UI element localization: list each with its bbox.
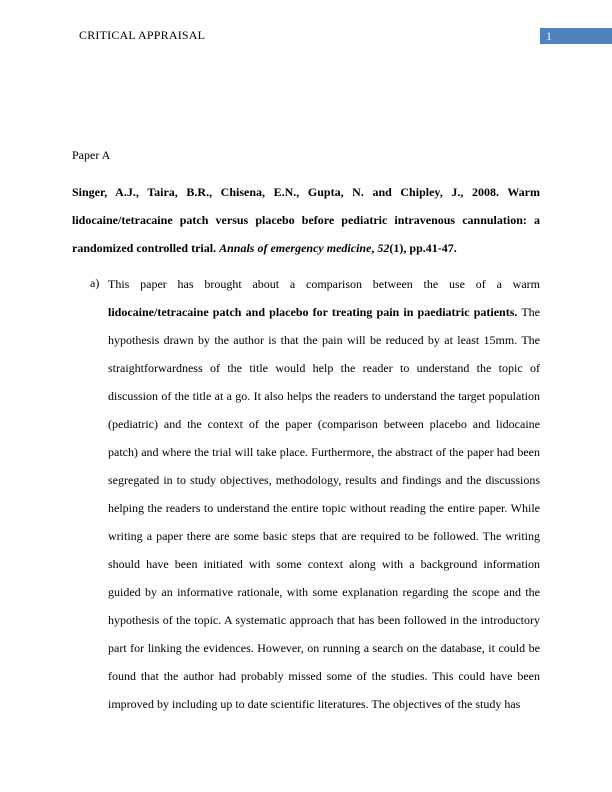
paragraph-bold-phrase: lidocaine/tetracaine patch and placebo for treating pain in paediatric patients. — [108, 305, 518, 319]
paragraph-intro: This paper has brought about a comparison between the use of a warm — [108, 277, 540, 291]
running-header-title: CRITICAL APPRAISAL — [79, 28, 206, 42]
list-item-marker: a) — [90, 276, 100, 290]
citation-authors-title: Singer, A.J., Taira, B.R., Chisena, E.N., Gupta, N. and Chipley, J., 2008. Warm lidocaine/tetracaine patch versus placebo before pediatric intravenous cannulation: a randomized controlled trial. — [72, 185, 540, 255]
citation-volume: 52 — [377, 241, 390, 255]
citation-separator: , — [371, 241, 378, 255]
citation-journal: Annals of emergency medicine — [219, 241, 372, 255]
citation-issue-pages: (1), pp.41-47. — [389, 241, 457, 255]
paragraph-body: The hypothesis drawn by the author is that the pain will be reduced by at least 15mm. The straightforwardness of the title would help the reader to understand the topic of discussion of the title at a go. It also helps the readers to understand the target population (pediatric) and the context of the paper (comparison between placebo and lidocaine patch) and where the trial will take place. Furthermore, the abstract of the paper had been segregated in to study objectives, methodology, results and findings and the discussions helping the readers to understand the entire topic without reading the entire paper. While writing a paper there are some basic steps that are required to be followed. The writing should have been initiated with some context along with a background information guided by an informative rationale, with some explanation regarding the scope and the hypothesis of the topic. A systematic approach that has been followed in the introductory part for linking the evidences. However, on running a search on the database, it could be found that the author had probably missed some of the studies. This could have been improved by including up to date scientific literatures. The objectives of the study has — [108, 305, 540, 711]
citation-reference — [72, 178, 540, 262]
section-label: Paper A — [72, 148, 111, 162]
page-number-badge: 1 — [540, 28, 612, 44]
list-item-paragraph — [108, 270, 540, 718]
